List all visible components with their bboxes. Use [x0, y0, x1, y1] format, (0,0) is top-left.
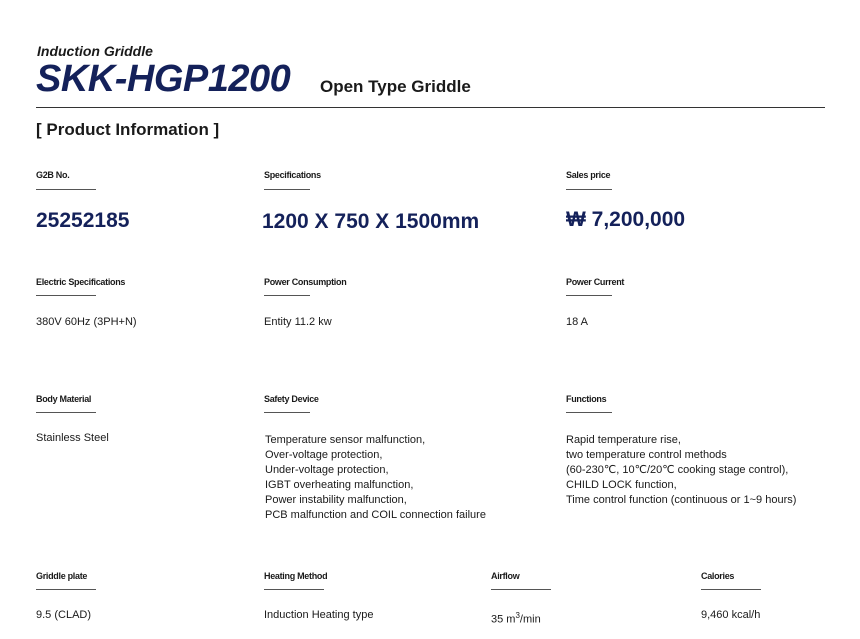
safety-device-item: PCB malfunction and COIL connection failure — [265, 509, 486, 521]
functions-underline — [566, 412, 612, 413]
sales-price-label: Sales price — [566, 170, 611, 180]
power-current-label: Power Current — [566, 277, 625, 287]
won-currency-icon: ₩ — [566, 208, 586, 231]
safety-device-item: IGBT overheating malfunction, — [265, 479, 414, 491]
product-category: Induction Griddle — [37, 43, 153, 59]
power-consumption-underline — [264, 295, 310, 296]
functions-item: CHILD LOCK function, — [566, 479, 677, 491]
griddle-plate-underline — [36, 589, 96, 590]
sales-price-underline — [566, 189, 612, 190]
functions-item: Time control function (continuous or 1~9 hours) — [566, 494, 797, 506]
airflow-value-unit: /min — [519, 613, 541, 626]
body-material-value: Stainless Steel — [36, 432, 109, 444]
functions-list — [566, 433, 796, 508]
safety-device-item: Temperature sensor malfunction, — [265, 434, 426, 446]
airflow-value-exponent: 3 — [515, 611, 520, 620]
power-consumption-label: Power Consumption — [264, 277, 347, 287]
safety-device-item: Over-voltage protection, — [265, 449, 383, 461]
functions-item: Rapid temperature rise, — [566, 434, 681, 446]
calories-value: 9,460 kcal/h — [701, 609, 761, 621]
airflow-underline — [491, 589, 551, 590]
heating-method-label: Heating Method — [264, 571, 328, 581]
safety-device-label: Safety Device — [264, 394, 319, 404]
header-divider — [36, 107, 825, 108]
airflow-value — [491, 608, 541, 628]
functions-item: two temperature control methods — [566, 449, 727, 461]
electric-specifications-value: 380V 60Hz (3PH+N) — [36, 316, 137, 328]
safety-device-list — [265, 433, 486, 523]
specifications-value: 1200 X 750 X 1500mm — [262, 210, 480, 233]
specifications-underline — [264, 189, 310, 190]
calories-underline — [701, 589, 761, 590]
product-subtitle: Open Type Griddle — [320, 77, 471, 96]
calories-label: Calories — [701, 571, 735, 581]
griddle-plate-label: Griddle plate — [36, 571, 88, 581]
sales-price — [566, 208, 685, 232]
power-current-underline — [566, 295, 612, 296]
heating-method-value: Induction Heating type — [264, 609, 374, 621]
g2b-label: G2B No. — [36, 170, 70, 180]
body-material-label: Body Material — [36, 394, 92, 404]
electric-specifications-underline — [36, 295, 96, 296]
g2b-value: 25252185 — [36, 209, 130, 232]
section-title: [ Product Information ] — [36, 120, 220, 139]
functions-label: Functions — [566, 394, 607, 404]
g2b-underline — [36, 189, 96, 190]
heating-method-underline — [264, 589, 324, 590]
safety-device-item: Power instability malfunction, — [265, 494, 407, 506]
electric-specifications-label: Electric Specifications — [36, 277, 126, 287]
power-current-value: 18 A — [566, 316, 589, 328]
safety-device-underline — [264, 412, 310, 413]
airflow-value-number: 35 m — [491, 613, 516, 626]
sales-price-value: 7,200,000 — [591, 208, 686, 231]
power-consumption-value: Entity 11.2 kw — [264, 316, 332, 328]
airflow-label: Airflow — [491, 571, 520, 581]
safety-device-item: Under-voltage protection, — [265, 464, 389, 476]
functions-item: (60-230℃, 10℃/20℃ cooking stage control), — [566, 464, 789, 476]
specifications-label: Specifications — [264, 170, 321, 180]
body-material-underline — [36, 412, 96, 413]
model-name: SKK-HGP1200 — [36, 58, 291, 100]
griddle-plate-value: 9.5 (CLAD) — [36, 609, 92, 621]
